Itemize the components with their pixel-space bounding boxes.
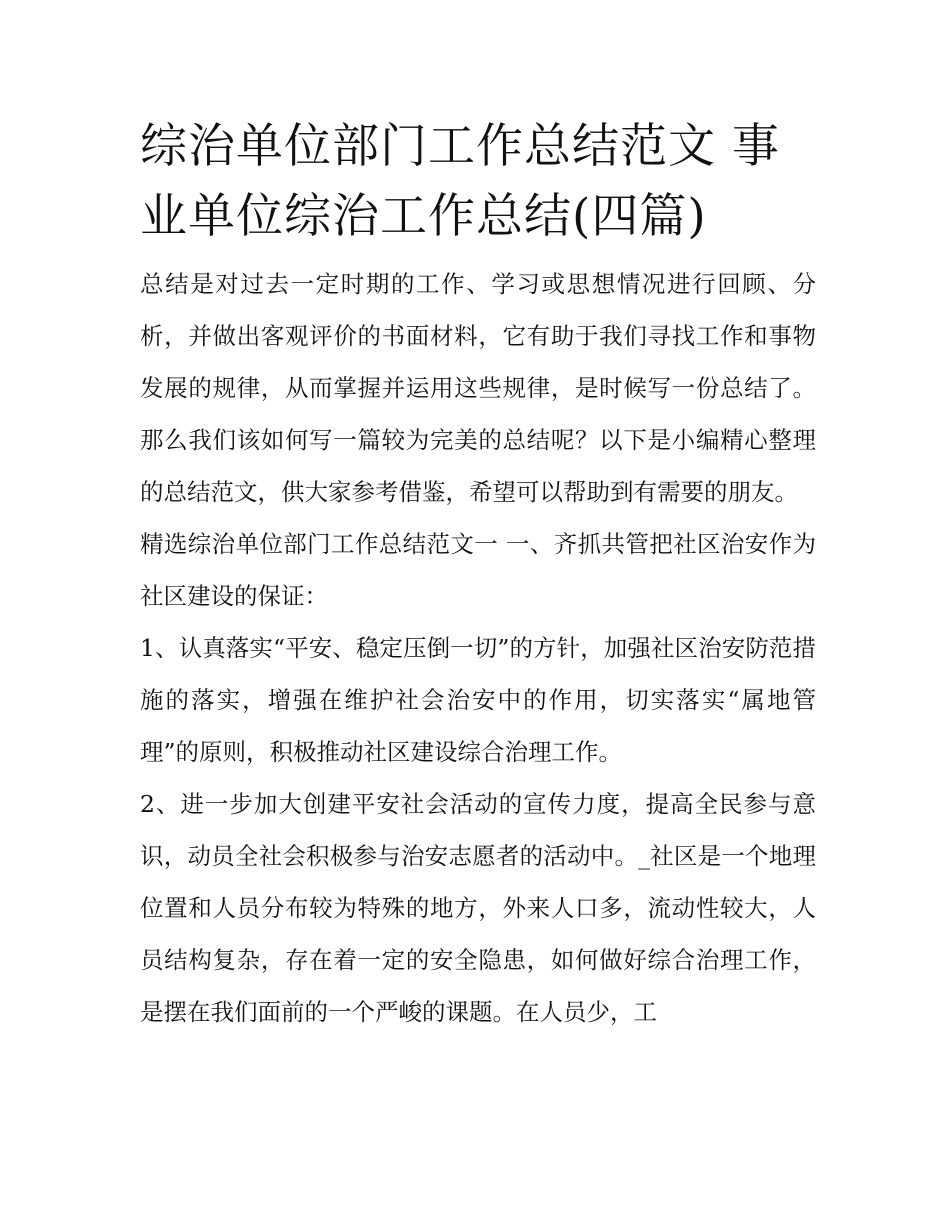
- document-body: [140, 112, 816, 1038]
- section-heading-paragraph: 精选综治单位部门工作总结范文一 一、齐抓共管把社区治安作为社区建设的保证：: [140, 530, 816, 610]
- document-title: 综治单位部门工作总结范文 事业单位综治工作总结(四篇): [140, 119, 780, 244]
- item-1-paragraph: 1、认真落实“平安、稳定压倒一切”的方针，加强社区治安防范措施的落实，增强在维护社会治安中的作用，切实落实“属地管理”的原则，积极推动社区建设综合治理工作。: [140, 634, 816, 766]
- intro-paragraph: 总结是对过去一定时期的工作、学习或思想情况进行回顾、分析，并做出客观评价的书面材料，它有助于我们寻找工作和事物发展的规律，从而掌握并运用这些规律，是时候写一份总结了。那么我们该如何写一篇较为完美的总结呢？以下是小编精心整理的总结范文，供大家参考借鉴，希望可以帮助到有需要的朋友。: [140, 270, 816, 506]
- item-2-paragraph: 2、进一步加大创建平安社会活动的宣传力度，提高全民参与意识，动员全社会积极参与治安志愿者的活动中。_社区是一个地理位置和人员分布较为特殊的地方，外来人口多，流动性较大，人员结构复杂，存在着一定的安全隐患，如何做好综合治理工作，是摆在我们面前的一个严峻的课题。在人员少，工: [140, 790, 816, 1026]
